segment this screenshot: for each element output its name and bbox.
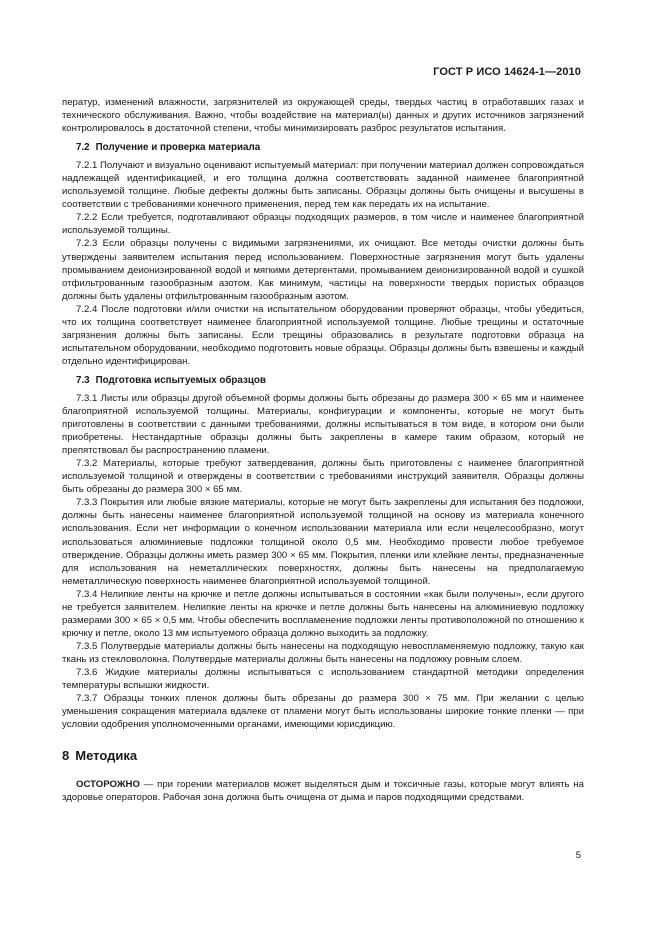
page-number: 5 [575,850,581,861]
paragraph-7-2-2: 7.2.2 Если требуется, подготавливают образцы подходящих размеров, в том числе и наименее благоприятной используемой толщины. [62,212,584,237]
paragraph-7-2-4: 7.2.4 После подготовки и/или очистки на испытательном оборудовании проверяют образцы, чтобы убедиться, что их толщина соответствует наименее благоприятной используемой толщине. Любые трещины и остаточные загрязнения должны быть записаны. Если трещины образовались в результате подготовки образца на испытательном оборудовании, необходимо подготовить новые образцы. Образцы должны быть взвешены и каждый отдельно идентифицирован. [62,303,584,367]
section-number: 7.3 [76,374,90,386]
paragraph-continuation: ператур, изменений влажности, загрязнителей из окружающей среды, твердых частиц в отработавших газах и технического обслуживания. Важно, чтобы воздействие на материал(ы) данных и других источников загрязнений контролировалось в достаточной степени, чтобы минимизировать разброс результатов испытания. [62,97,584,135]
paragraph-7-2-3: 7.2.3 Если образцы получены с видимыми загрязнениями, их очищают. Все методы очистки должны быть утверждены заявителем испытания перед использованием. Поверхностные загрязнения могут быть удалены промыванием деионизированной водой и мягкими детергентами, промыванием деионизированной водой и сушкой отфильтрованным газообразным азотом. Как минимум, частицы на поверхности твердых пористых образцов должны быть удалены отфильтрованным газообразным азотом. [62,238,584,302]
section-title: Получение и проверка материала [95,142,261,154]
paragraph-7-3-2: 7.3.2 Материалы, которые требуют затвердевания, должны быть приготовлены с наименее благоприятной используемой толщиной и отверждены в соответствии с требованиями инструкций заявителя. Образцы должны быть обрезаны до размера 300 × 65 мм. [62,458,584,496]
paragraph-7-3-7: 7.3.7 Образцы тонких пленок должны быть обрезаны до размера 300 × 75 мм. При желании с целью уменьшения сокращения материала вдалеке от пламени могут быть использованы широкие тонкие пленки — при условии одобрения уполномоченными органами, имеющими юрисдикцию. [62,693,584,731]
paragraph-7-3-1: 7.3.1 Листы или образцы другой объемной формы должны быть обрезаны до размера 300 × 65 мм и наименее благоприятной используемой толщины. Материалы, конфигурации и компоненты, которые не могут быть приготовлены в соответствии с данными требованиями, должны испытываться в том виде, в котором они были приобретены. Нестандартные образцы должны быть закреплены в камере таким образом, который не препятствовал бы распространению пламени. [62,392,584,457]
section-number: 7.2 [76,142,90,154]
paragraph-7-2-1: 7.2.1 Получают и визуально оценивают испытуемый материал: при получении материал должен сопровождаться надлежащей идентификацией, и его толщина должна соответствовать заданной наименее благоприятной используемой толщине. Любые дефекты должны быть записаны. Образцы должны быть очищены и высушены в соответствии с требованиями конечного применения, перед тем как передать их на испытание. [62,160,584,211]
section-title: Подготовка испытуемых образцов [95,374,266,386]
warning-paragraph [62,778,584,804]
section-heading-8 [62,749,584,762]
paragraph-7-3-4: 7.3.4 Нелипкие ленты на крючке и петле должны испытываться в состоянии «как были получены», если другого не требуется заявителем. Нелипкие ленты на крючке и петле должны быть нанесены на алюминиевую подложку размерами 300 × 65 × 0,5 мм. Чтобы обеспечить воспламенение подложки ленты противоположной по отношению к крючку и петле, около 13 мм испытуемого образца должно выходить за подложку. [62,588,584,639]
section-heading-7-2 [76,141,584,154]
warning-label: ОСТОРОЖНО [76,779,140,791]
paragraph-7-3-3: 7.3.3 Покрытия или любые вязкие материалы, которые не могут быть закреплены для испытания без подложки, должны быть нанесены наименее благоприятной используемой толщиной на основу из материала конечного использования. Если нет информации о конечном использовании материала или если нецелесообразно, могут использоваться алюминиевые подложки толщиной около 0,5 мм. Необходимо провести любое требуемое отверждение. Образцы должны иметь размер 300 × 65 мм. Покрытия, пленки или клейкие ленты, предназначенные для использования на неметаллических поверхностях, должны быть нанесены на предполагаемую неметаллическую поверхность наименее благоприятной используемой толщиной. [62,497,584,587]
section-heading-7-3 [76,374,584,387]
section-number: 8 [62,748,70,764]
warning-text: — при горении материалов может выделяться дым и токсичные газы, которые могут влиять на здоровье операторов. Рабочая зона должна быть очищена от дыма и паров подходящими средствами. [62,779,584,804]
section-title: Методика [75,748,138,764]
document-code-header: ГОСТ Р ИСО 14624-1—2010 [433,66,581,78]
paragraph-7-3-5: 7.3.5 Полутвердые материалы должны быть нанесены на подходящую невоспламеняемую подложку, такую как ткань из стекловолокна. Полутвердые материалы должны быть нанесены на подложку ровным слоем. [62,640,584,665]
paragraph-7-3-6: 7.3.6 Жидкие материалы должны испытываться с использованием стандартной методики определения температуры вспышки жидкости. [62,666,584,692]
document-body [62,96,584,804]
